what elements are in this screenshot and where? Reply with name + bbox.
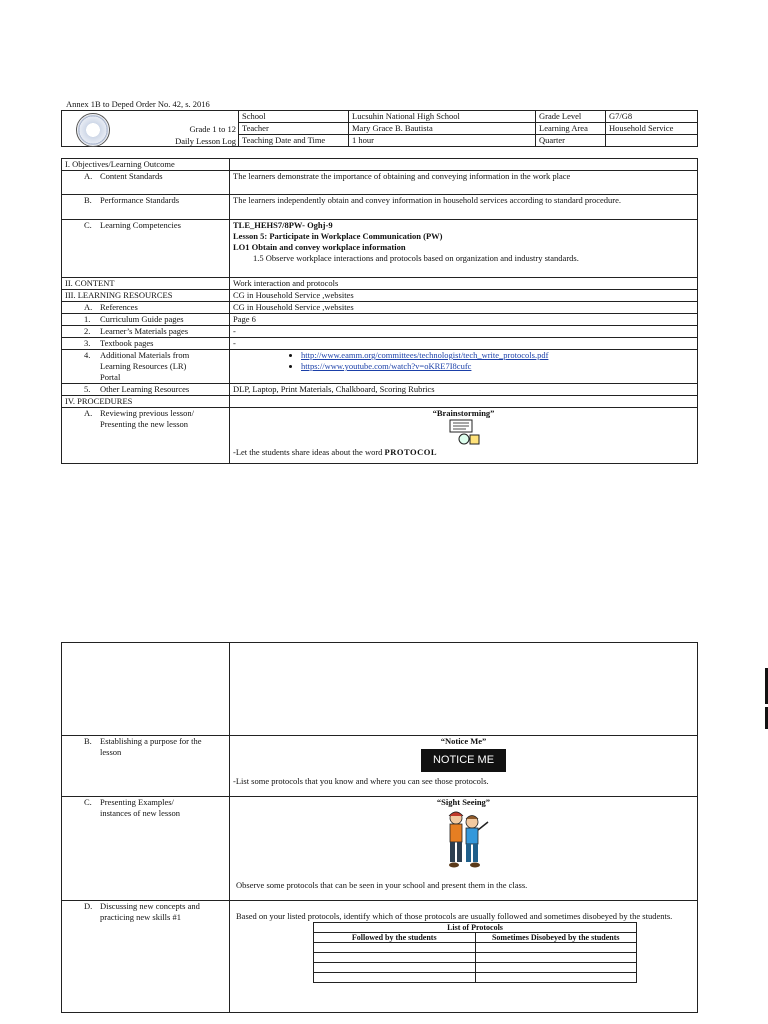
annex-reference: Annex 1B to Deped Order No. 42, s. 2016	[66, 99, 210, 109]
competency-detail: 1.5 Observe workplace interactions and protocols based on organization and industry standards.	[253, 253, 579, 263]
additional-materials-links	[230, 350, 698, 384]
references-label: A. References	[62, 302, 230, 314]
teaching-date-value: 1 hour	[349, 135, 536, 147]
learning-resources-text: CG in Household Service ,websites	[230, 290, 698, 302]
curriculum-guide-text: Page 6	[230, 314, 698, 326]
presenting-examples-label: C. Presenting Examples/ instances of new lesson	[62, 797, 230, 901]
learning-resources-heading: III. LEARNING RESOURCES	[62, 290, 230, 302]
notice-me-title: “Notice Me”	[440, 736, 487, 746]
procedures-heading: IV. PROCEDURES	[62, 396, 230, 408]
teacher-value: Mary Grace B. Bautista	[349, 123, 536, 135]
other-resources-label: 5. Other Learning Resources	[62, 384, 230, 396]
additional-materials-label: 4. Additional Materials from Learning Resources (LR) Portal	[62, 350, 230, 384]
curriculum-guide-label: 1. Curriculum Guide pages	[62, 314, 230, 326]
notice-me-banner: NOTICE ME	[421, 749, 506, 772]
protocol-cell[interactable]	[314, 963, 476, 973]
learners-materials-label: 2. Learner’s Materials pages	[62, 326, 230, 338]
content-heading: II. CONTENT	[62, 278, 230, 290]
protocol-cell[interactable]	[475, 953, 637, 963]
learning-competencies-label: C. Learning Competencies	[62, 220, 230, 278]
lesson-title: Lesson 5: Participate in Workplace Communication (PW)	[233, 231, 443, 241]
learning-outcome: LO1 Obtain and convey workplace information	[233, 242, 406, 252]
discussing-concepts-label: D. Discussing new concepts and practicing new skills #1	[62, 901, 230, 1013]
learners-materials-text: -	[230, 326, 698, 338]
teaching-date-label: Teaching Date and Time	[239, 135, 349, 147]
protocol-cell[interactable]	[475, 973, 637, 983]
performance-standards-text: The learners independently obtain and convey information in household services according to standard procedure.	[230, 195, 698, 220]
learning-area-label: Learning Area	[536, 123, 606, 135]
content-standards-text: The learners demonstrate the importance of obtaining and conveying information in the work place	[230, 171, 698, 195]
protocol-cell[interactable]	[314, 953, 476, 963]
quarter-label: Quarter	[536, 135, 606, 147]
content-text: Work interaction and protocols	[230, 278, 698, 290]
discussing-instruction: Based on your listed protocols, identify which of those protocols are usually followed and sometimes disobeyed by the students.	[236, 911, 673, 921]
lesson-table-page2	[61, 642, 698, 1013]
reviewing-lesson-label: A. Reviewing previous lesson/ Presenting the new lesson	[62, 408, 230, 464]
protocols-table-title: List of Protocols	[314, 923, 637, 933]
followed-column-header: Followed by the students	[314, 933, 476, 943]
notice-me-instruction: -List some protocols that you know and where you can see those protocols.	[233, 776, 489, 786]
link-youtube-video[interactable]: https://www.youtube.com/watch?v=oKRE7I8cufc	[301, 361, 472, 371]
learning-competencies-cell	[230, 220, 698, 278]
sight-seeing-instruction: Observe some protocols that can be seen in your school and present them in the class.	[236, 880, 528, 890]
textbook-pages-label: 3. Textbook pages	[62, 338, 230, 350]
header-logo-cell	[62, 111, 239, 147]
competency-code: TLE_HEHS7/8PW- Oghj-9	[233, 220, 333, 230]
school-label: School	[239, 111, 349, 123]
establishing-purpose-label: B. Establishing a purpose for the lesson	[62, 736, 230, 797]
establishing-purpose-cell	[230, 736, 698, 797]
presenting-examples-cell	[230, 797, 698, 901]
protocol-cell[interactable]	[314, 973, 476, 983]
brainstorm-instruction: -Let the students share ideas about the word PROTOCOL	[233, 447, 438, 457]
brainstorm-clipart-icon	[233, 419, 694, 447]
log-title: Daily Lesson Log	[175, 136, 236, 146]
performance-standards-label: B. Performance Standards	[62, 195, 230, 220]
teacher-label: Teacher	[239, 123, 349, 135]
content-standards-label: A. Content Standards	[62, 171, 230, 195]
protocol-cell[interactable]	[475, 963, 637, 973]
link-eamm-protocols[interactable]: http://www.eamm.org/committees/technologist/tech_write_protocols.pdf	[301, 350, 549, 360]
disobeyed-column-header: Sometimes Disobeyed by the students	[475, 933, 637, 943]
tourists-clipart-icon	[233, 808, 694, 872]
learning-area-value: Household Service	[606, 123, 698, 135]
protocol-cell[interactable]	[475, 943, 637, 953]
brainstorming-title: “Brainstorming”	[432, 408, 495, 418]
protocols-table	[313, 922, 637, 983]
grade-level-value: G7/G8	[606, 111, 698, 123]
protocol-cell[interactable]	[314, 943, 476, 953]
textbook-pages-text: -	[230, 338, 698, 350]
grade-level-label: Grade Level	[536, 111, 606, 123]
reviewing-lesson-cell	[230, 408, 698, 464]
other-resources-text: DLP, Laptop, Print Materials, Chalkboard, Scoring Rubrics	[230, 384, 698, 396]
deped-seal-icon	[76, 113, 110, 147]
quarter-value	[606, 135, 698, 147]
lesson-table	[61, 158, 698, 464]
sight-seeing-title: “Sight Seeing”	[436, 797, 491, 807]
references-text: CG in Household Service ,websites	[230, 302, 698, 314]
school-value: Lucsuhin National High School	[349, 111, 536, 123]
objectives-heading: I. Objectives/Learning Outcome	[62, 159, 230, 171]
grade-range: Grade 1 to 12	[189, 124, 236, 134]
discussing-concepts-cell	[230, 901, 698, 1013]
header-table	[61, 110, 698, 147]
